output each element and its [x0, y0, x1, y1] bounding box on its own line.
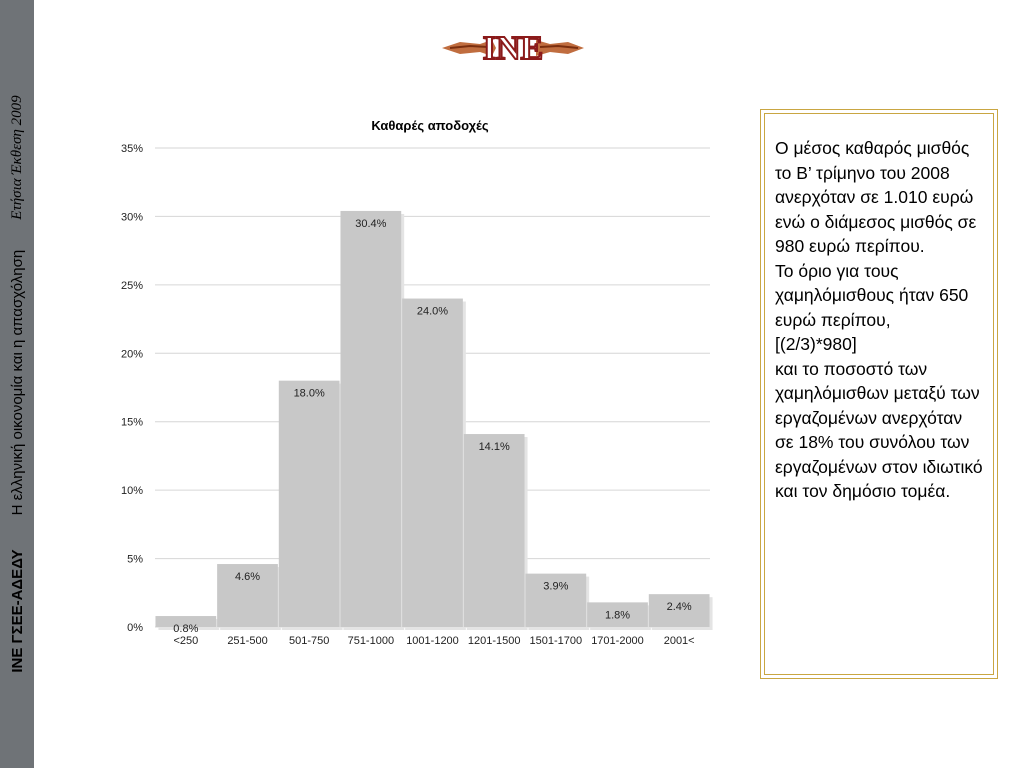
chart-bars [155, 211, 712, 630]
sidebar-topic: Η ελληνική οικονομία και η απασχόληση [8, 249, 26, 516]
net-earnings-chart [110, 110, 730, 670]
y-tick-label: 25% [120, 279, 143, 292]
y-tick-label: 35% [120, 143, 143, 155]
x-tick-label: 1501-1700 [529, 635, 583, 647]
sidebar-report: Ετήσια Έκθεση 2009 [8, 95, 25, 220]
bar-value-label: 30.4% [355, 217, 387, 230]
bar-value-label: 24.0% [416, 305, 449, 318]
y-tick-label: 0% [127, 622, 143, 634]
x-tick-label: 1701-2000 [591, 635, 644, 647]
y-tick-label: 20% [120, 348, 143, 361]
bar-value-label: 18.0% [293, 387, 325, 400]
note-box [760, 109, 998, 679]
chart-title: Καθαρές αποδοχές [371, 118, 489, 133]
bar-value-label: 14.1% [478, 441, 510, 454]
x-tick-label: 2001< [663, 635, 695, 647]
x-tick-label: 501-750 [288, 635, 330, 647]
x-tick-label: 751-1000 [347, 635, 395, 647]
x-axis-ticks [173, 635, 694, 647]
bar [464, 434, 525, 627]
sidebar-caption [2, 0, 32, 768]
bar-value-label: 1.8% [604, 609, 631, 622]
y-tick-label: 30% [120, 211, 143, 224]
sidebar-org: ΙΝΕ ΓΣΕΕ-ΑΔΕΔΥ [8, 549, 26, 673]
bar-value-label: 0.8% [173, 623, 199, 636]
y-tick-label: 5% [127, 553, 143, 566]
y-tick-label: 10% [120, 485, 143, 498]
x-tick-label: 251-500 [227, 635, 268, 647]
y-tick-label: 15% [120, 416, 143, 429]
sidebar [0, 0, 34, 768]
x-tick-label: <250 [173, 635, 199, 647]
bar-value-label: 2.4% [666, 601, 692, 614]
x-tick-label: 1201-1500 [467, 635, 521, 647]
logo-text: INE [482, 30, 544, 67]
bar-value-label: 4.6% [234, 571, 261, 584]
bar [279, 381, 340, 627]
note-text: Ο μέσος καθαρός μισθός το Β’ τρίμηνο του 2008 ανερχόταν σε 1.010 ευρώ ενώ ο διάμεσος μισθός σε 980 ευρώ περίπου. Το όριο για τους χαμηλόμισθους ήταν 650 ευρώ περίπου, [(2/3)*980] και το ποσοστό των χαμηλόμισθων μεταξύ των εργαζομένων ανερχόταν σε 18% του συνόλου των εργαζομένων στον ιδιωτικό και τον δημόσιο τομέα. [764, 113, 994, 675]
ine-logo [440, 28, 586, 68]
bar [402, 299, 463, 627]
bar [340, 211, 401, 627]
x-tick-label: 1001-1200 [406, 635, 459, 647]
bar-value-label: 3.9% [543, 580, 569, 593]
y-axis-ticks [121, 143, 143, 634]
